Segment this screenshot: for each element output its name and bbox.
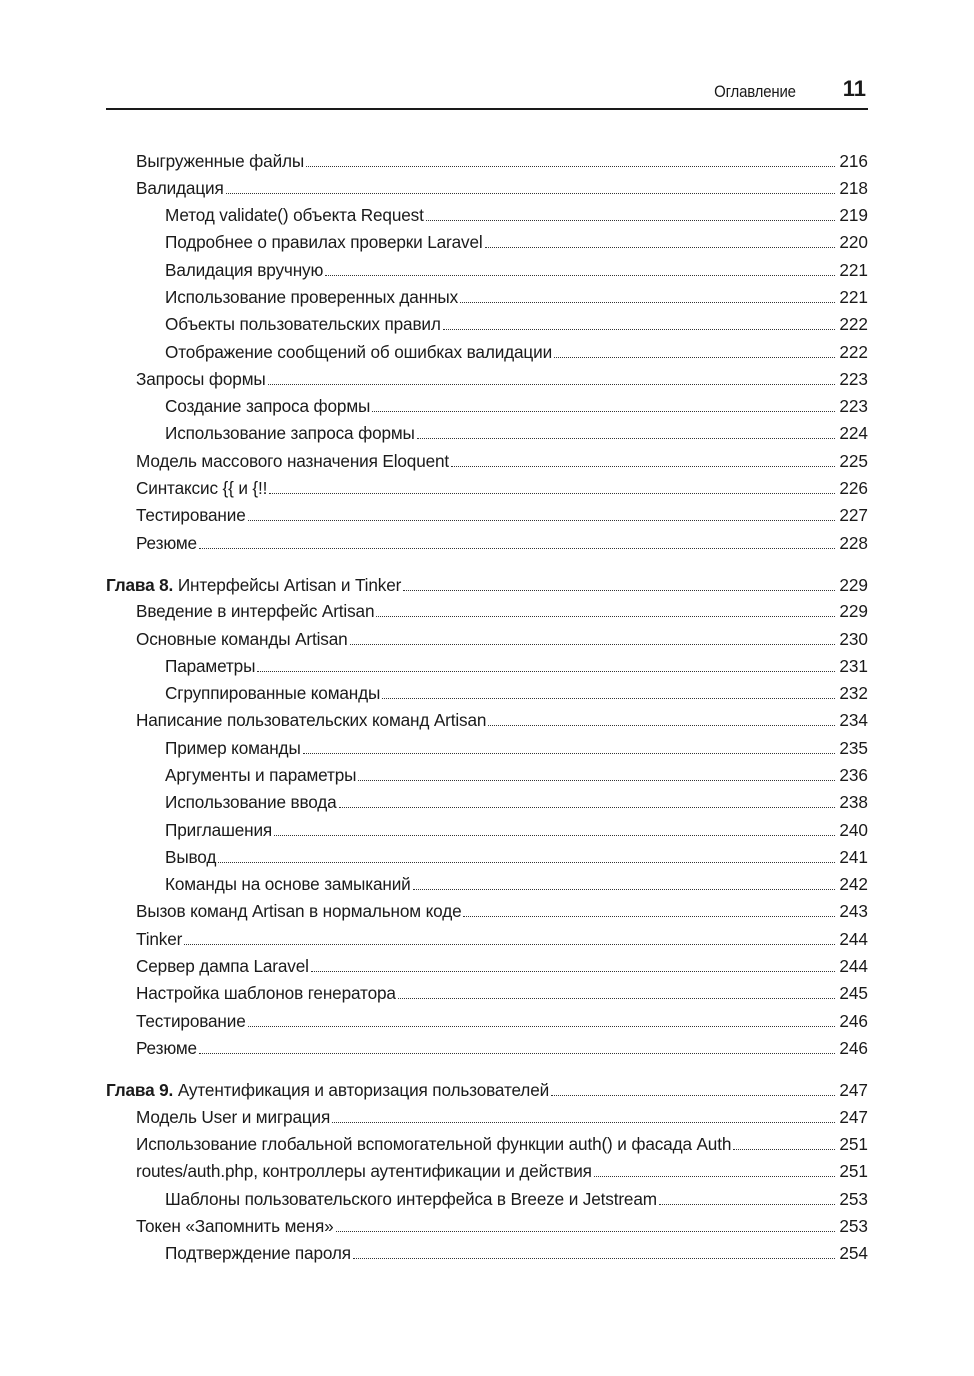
toc-entry-title: Подробнее о правилах проверки Laravel [165,232,483,252]
chapter-number: Глава 8. [106,575,174,595]
dot-leader [268,383,835,385]
dot-leader [554,356,835,358]
toc-entry-title [106,1078,549,1102]
toc-entry-title: Приглашения [165,820,273,840]
toc-entry-page: 244 [839,956,868,976]
toc-entry[interactable] [106,449,868,473]
dot-leader [659,1203,835,1205]
toc-entry-title: Модель User и миграция [136,1107,331,1127]
toc-entry-title: Объекты пользовательских правил [165,314,441,334]
toc-entry[interactable] [106,899,868,923]
toc-entry-page: 229 [839,575,868,595]
toc-entry[interactable] [106,1214,868,1238]
dot-leader [332,1121,835,1123]
toc-entry-page: 244 [839,929,868,949]
toc-entry-title: Использование глобальной вспомогательной функции auth() и фасада Auth [136,1134,732,1154]
toc-entry-page: 225 [839,451,868,471]
toc-entry[interactable] [106,763,868,787]
toc-entry-title: routes/auth.php, контроллеры аутентификации и действия [136,1161,592,1181]
toc-entry-title: Токен «Запомнить меня» [136,1216,334,1236]
dot-leader [257,670,835,672]
dot-leader [382,697,835,699]
toc-entry-page: 229 [839,601,868,621]
dot-leader [339,806,835,808]
running-header-title: Оглавление [714,82,796,101]
dot-leader [376,615,835,617]
toc-entry-title: Выгруженные файлы [136,151,305,171]
dot-leader [551,1094,835,1096]
dot-leader [451,465,835,467]
dot-leader [184,943,835,945]
toc-entry[interactable] [106,531,868,555]
toc-entry-page: 247 [839,1107,868,1127]
toc-entry[interactable] [106,394,868,418]
toc-entry-page: 246 [839,1011,868,1031]
toc-entry[interactable] [106,927,868,951]
toc-entry-page: 254 [839,1243,868,1263]
chapter-number: Глава 9. [106,1080,174,1100]
toc-entry[interactable] [106,681,868,705]
dot-leader [463,915,835,917]
toc-entry[interactable] [106,1009,868,1033]
toc-entry[interactable] [106,421,868,445]
toc-entry-title: Синтаксис {{ и {!! [136,478,268,498]
toc-entry-page: 222 [839,342,868,362]
toc-entry-page: 246 [839,1038,868,1058]
toc-entry-title: Метод validate() объекта Request [165,205,424,225]
toc-entry[interactable] [106,1159,868,1183]
toc-entry[interactable] [106,1105,868,1129]
toc-entry[interactable] [106,599,868,623]
toc-entry-page: 219 [839,205,868,225]
chapter-title: Аутентификация и авторизация пользователей [177,1080,550,1100]
toc-entry[interactable] [106,1036,868,1060]
toc-entry-page: 221 [839,287,868,307]
dot-leader [594,1175,835,1177]
toc-entry-page: 218 [839,178,868,198]
toc-entry-title: Сервер дампа Laravel [136,956,309,976]
toc-entry-title: Основные команды Artisan [136,629,348,649]
toc-entry-page: 223 [839,396,868,416]
toc-entry-title: Шаблоны пользовательского интерфейса в Breeze и Jetstream [165,1189,657,1209]
dot-leader [485,246,835,248]
toc-entry[interactable] [106,1187,868,1211]
toc-entry-title: Аргументы и параметры [165,765,357,785]
toc-entry-page: 241 [839,847,868,867]
toc-entry-title: Настройка шаблонов генератора [136,983,396,1003]
toc-entry[interactable] [106,312,868,336]
toc-entry[interactable] [106,367,868,391]
toc-entry-title: Отображение сообщений об ошибках валидации [165,342,553,362]
toc-entry-title: Написание пользовательских команд Artisan [136,710,487,730]
toc-entry-page: 247 [839,1080,868,1100]
toc-entry-title: Использование запроса формы [165,423,415,443]
dot-leader [417,437,835,439]
toc-entry-page: 238 [839,792,868,812]
toc-entry-page: 235 [839,738,868,758]
toc-entry[interactable] [106,149,868,173]
dot-leader [336,1230,835,1232]
running-header [106,70,868,110]
dot-leader [426,219,835,221]
toc-entry-page: 216 [839,151,868,171]
toc-entry-title: Tinker [136,929,183,949]
toc-entry-page: 224 [839,423,868,443]
dot-leader [358,779,835,781]
toc-entry[interactable] [106,258,868,282]
toc-entry[interactable] [106,1132,868,1156]
dot-leader [413,888,835,890]
dot-leader [311,970,835,972]
toc-entry-title: Использование проверенных данных [165,287,459,307]
dot-leader [269,492,835,494]
toc-chapter-9[interactable] [106,1078,868,1102]
toc-entry[interactable] [106,476,868,500]
toc-entry-page: 236 [839,765,868,785]
toc-entry-page: 251 [839,1161,868,1181]
toc-entry-page: 234 [839,710,868,730]
toc-entry-page: 240 [839,820,868,840]
toc-entry-title: Вызов команд Artisan в нормальном коде [136,901,462,921]
toc-entry-title: Сгруппированные команды [165,683,381,703]
dot-leader [443,328,835,330]
toc-entry-title: Использование ввода [165,792,337,812]
toc-entry[interactable] [106,285,868,309]
toc-entry-title: Команды на основе замыканий [165,874,411,894]
toc-entry[interactable] [106,203,868,227]
toc-entry-title: Создание запроса формы [165,396,371,416]
toc-entry-page: 220 [839,232,868,252]
dot-leader [274,834,835,836]
toc-entry-title: Резюме [136,533,197,553]
dot-leader [733,1148,835,1150]
toc-entry-title: Вывод [165,847,217,867]
dot-leader [306,165,835,167]
toc-entry-title: Тестирование [136,505,246,525]
toc-entry-page: 231 [839,656,868,676]
toc-entry[interactable] [106,954,868,978]
toc-entry-title: Подтверждение пароля [165,1243,351,1263]
toc-entry[interactable] [106,1241,868,1265]
toc-entry-title: Валидация [136,178,224,198]
toc-entry[interactable] [106,503,868,527]
dot-leader [488,724,835,726]
toc-entry-page: 228 [839,533,868,553]
toc-entry[interactable] [106,230,868,254]
toc-entry[interactable] [106,654,868,678]
toc-entry-page: 243 [839,901,868,921]
toc-entry-title: Параметры [165,656,256,676]
toc-entry-title: Пример команды [165,738,301,758]
toc-entry-page: 245 [839,983,868,1003]
toc-entry-title: Запросы формы [136,369,266,389]
toc-entry-title: Резюме [136,1038,197,1058]
toc-entry-page: 251 [839,1134,868,1154]
dot-leader [248,519,835,521]
toc-entry-title: Модель массового назначения Eloquent [136,451,450,471]
toc-entry-title [106,573,401,597]
chapter-title: Интерфейсы Artisan и Tinker [177,575,402,595]
toc-entry[interactable] [106,340,868,364]
dot-leader [398,997,835,999]
toc-entry-page: 227 [839,505,868,525]
toc-entry-page: 242 [839,874,868,894]
dot-leader [226,192,835,194]
dot-leader [303,752,835,754]
toc-chapter-8[interactable] [106,573,868,597]
dot-leader [325,274,835,276]
dot-leader [460,301,835,303]
toc-entry-title: Введение в интерфейс Artisan [136,601,375,621]
dot-leader [350,643,835,645]
toc-entry[interactable] [106,736,868,760]
dot-leader [403,589,835,591]
toc-entry[interactable] [106,872,868,896]
toc-entry[interactable] [106,845,868,869]
toc-entry[interactable] [106,981,868,1005]
dot-leader [372,410,835,412]
toc-entry-page: 223 [839,369,868,389]
page-number: 11 [842,76,866,101]
toc-entry[interactable] [106,708,868,732]
dot-leader [353,1257,835,1259]
toc-entry-page: 232 [839,683,868,703]
dot-leader [199,547,835,549]
toc-entry[interactable] [106,818,868,842]
dot-leader [248,1025,835,1027]
toc-entry-page: 222 [839,314,868,334]
toc-entry-page: 253 [839,1189,868,1209]
toc-entry-page: 230 [839,629,868,649]
dot-leader [199,1052,835,1054]
toc-entry[interactable] [106,627,868,651]
toc-entry-page: 221 [839,260,868,280]
toc-entry-title: Тестирование [136,1011,246,1031]
toc-entry[interactable] [106,790,868,814]
toc-entry-page: 226 [839,478,868,498]
toc-entry-title: Валидация вручную [165,260,324,280]
toc-entry-page: 253 [839,1216,868,1236]
dot-leader [218,861,835,863]
toc-entry[interactable] [106,176,868,200]
